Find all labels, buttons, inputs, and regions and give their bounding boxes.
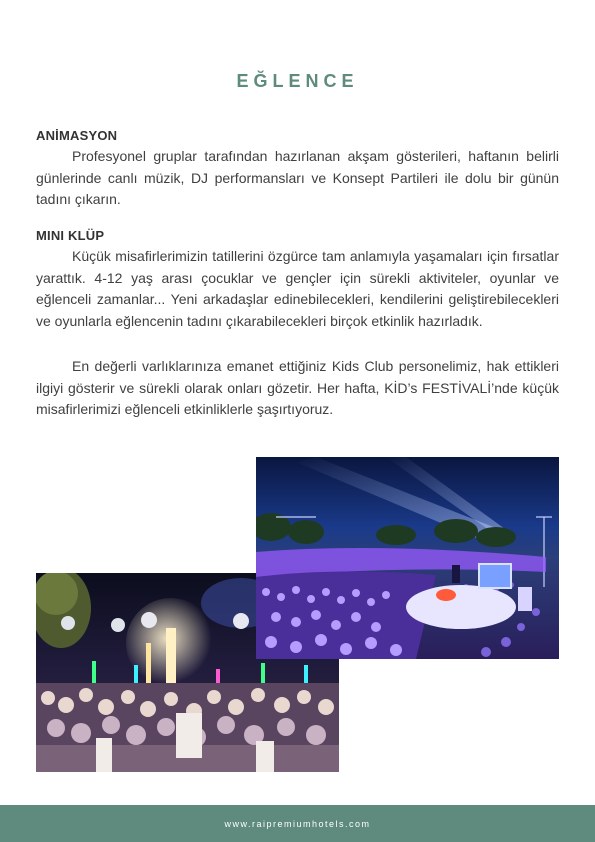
animasyon-paragraph: Profesyonel gruplar tarafından hazırlanan akşam gösterileri, haftanın belirli günlerinde canlı müzik, DJ performansları ve Konsept Partileri ile dolu bir günün tadını çıkarın.	[36, 148, 559, 207]
website-url: www.raipremiumhotels.com	[224, 819, 371, 829]
page-title: EĞLENCE	[236, 71, 359, 91]
mini-klup-paragraph-2: En değerli varlıklarınıza emanet ettiğiniz Kids Club personelimiz, hak ettikleri ilgiyi gösterir ve sürekli olarak onları gözetir. Her hafta, KİD’s FESTİVALİ’nde küçük misafirlerimizi eğlenceli etkinliklerle şaşırtıyoruz.	[36, 358, 559, 417]
footer-bar	[0, 805, 595, 842]
section-heading-animasyon: ANİMASYON	[36, 128, 118, 143]
amphitheatre-photo	[256, 457, 559, 659]
mini-klup-paragraph-1: Küçük misafirlerimizin tatillerini özgürce tam anlamıyla yaşamaları için fırsatlar yarattık. 4-12 yaş arası çocuklar ve gençler için sürekli aktiviteler, oyunlar ve eğlenceli zamanlar... Yeni arkadaşlar edinebilecekleri, kendilerini geliştirebilecekleri ve oyunlarla eğlencenin tadını çıkarabilecekleri birçok etkinlik hazırladık.	[36, 248, 559, 329]
section-heading-mini-klup: MINI KLÜP	[36, 228, 105, 243]
